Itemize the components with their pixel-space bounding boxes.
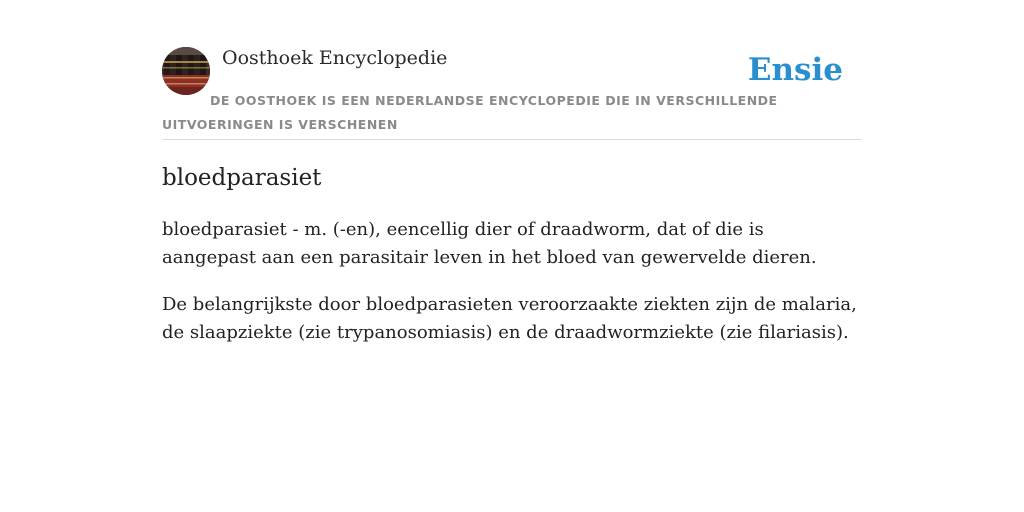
source-title-link[interactable]: Oosthoek Encyclopedie bbox=[222, 47, 448, 69]
entry-definition-paragraph: bloedparasiet - m. (-en), eencellig dier of draadworm, dat of die is aangepast aan een parasitair leven in het bloed van gewervelde dieren. bbox=[162, 219, 817, 268]
encyclopedia-books-icon[interactable] bbox=[162, 47, 210, 95]
entry-headword: bloedparasiet bbox=[162, 165, 322, 191]
header-divider bbox=[162, 139, 862, 140]
brand-logo-link[interactable]: Ensie bbox=[747, 52, 843, 88]
source-description: DE OOSTHOEK IS EEN NEDERLANDSE ENCYCLOPEDIE DIE IN VERSCHILLENDE UITVOERINGEN IS VERSCHENEN bbox=[162, 93, 778, 132]
entry-detail-paragraph: De belangrijkste door bloedparasieten veroorzaakte ziekten zijn de malaria, de slaapziekte (zie trypanosomiasis) en de draadwormziekte (zie filariasis). bbox=[162, 294, 857, 343]
